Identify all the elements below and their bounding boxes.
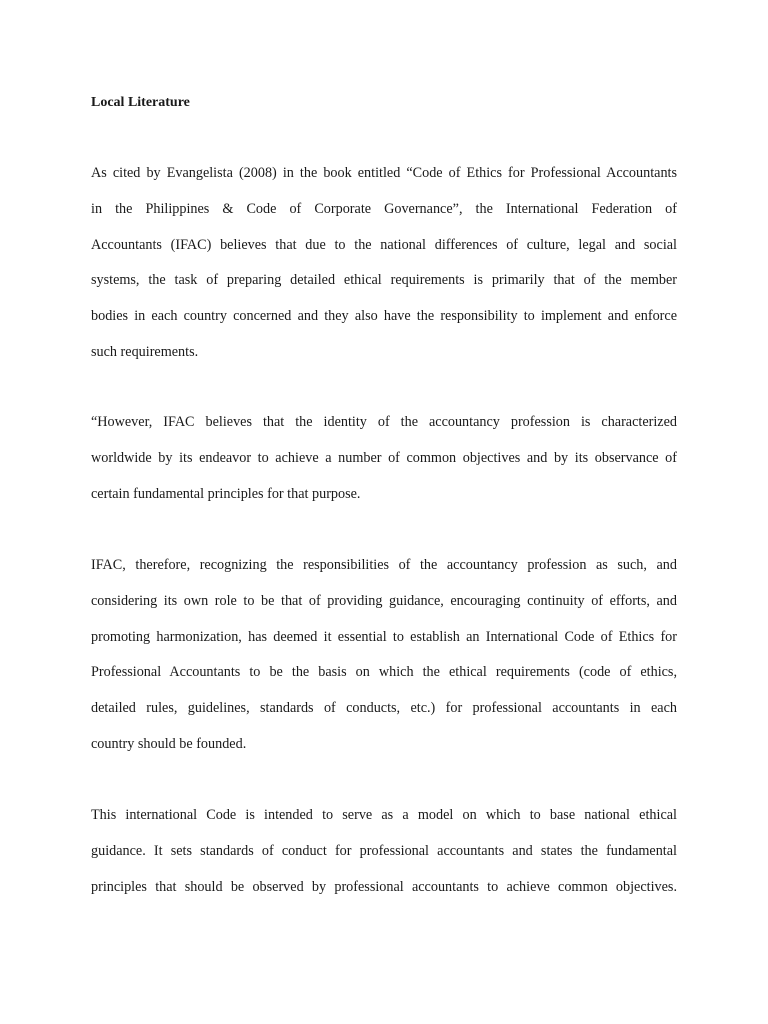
text-line: “However, IFAC believes that the identity of the accountancy profession is characterized bbox=[91, 414, 677, 430]
text-line: IFAC, therefore, recognizing the responsibilities of the accountancy profession as such, and bbox=[91, 557, 677, 573]
paragraph-ifac-code bbox=[91, 548, 677, 763]
text-line: principles that should be observed by professional accountants to achieve common objectives. bbox=[91, 878, 677, 895]
paragraph-international-code bbox=[91, 798, 677, 905]
text-line: Accountants (IFAC) believes that due to the national differences of culture, legal and social bbox=[91, 236, 677, 253]
text-line: guidance. It sets standards of conduct for professional accountants and states the fundamental bbox=[91, 842, 677, 859]
paragraph-ifac-identity bbox=[91, 405, 677, 512]
text-line: worldwide by its endeavor to achieve a number of common objectives and by its observance of bbox=[91, 449, 677, 466]
section-heading: Local Literature bbox=[91, 95, 190, 110]
text-line: detailed rules, guidelines, standards of conducts, etc.) for professional accountants in each bbox=[91, 700, 677, 717]
text-line: bodies in each country concerned and they also have the responsibility to implement and enforce bbox=[91, 308, 677, 325]
text-line: country should be founded. bbox=[91, 735, 247, 752]
paragraph-evangelista-citation bbox=[91, 156, 677, 371]
text-line: in the Philippines & Code of Corporate Governance”, the International Federation of bbox=[91, 200, 677, 217]
text-line: As cited by Evangelista (2008) in the book entitled “Code of Ethics for Professional Accountants bbox=[91, 165, 677, 181]
text-line: Professional Accountants to be the basis on which the ethical requirements (code of ethics, bbox=[91, 664, 677, 681]
text-line: certain fundamental principles for that purpose. bbox=[91, 485, 361, 502]
text-line: systems, the task of preparing detailed ethical requirements is primarily that of the member bbox=[91, 272, 677, 289]
text-line: considering its own role to be that of providing guidance, encouraging continuity of efforts, and bbox=[91, 592, 677, 609]
text-line: promoting harmonization, has deemed it essential to establish an International Code of Ethics for bbox=[91, 628, 677, 645]
text-line: such requirements. bbox=[91, 343, 199, 360]
text-line: This international Code is intended to serve as a model on which to base national ethical bbox=[91, 807, 677, 823]
